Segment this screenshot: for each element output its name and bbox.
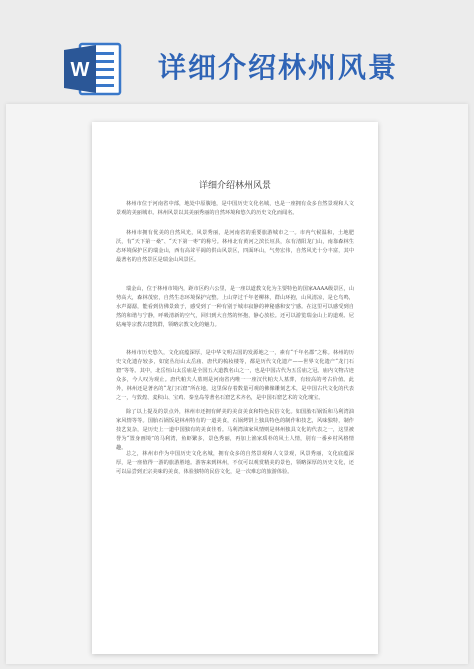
paragraph: 总之，林州市作为中国历史文化名城，拥有众多的自然景观和人文景观，风景秀丽，文化底蕴深厚，是一座值得一游的旅游胜地。游客来到林州，不仅可以观赏精美的景色，领略深厚的历史文化，还可以品尝到正宗美味的美食，体验独特的民俗文化，是一次难忘的旅游体验。 bbox=[116, 451, 354, 475]
document-title: 详细介绍林州风景 bbox=[198, 181, 271, 191]
paragraph: 林州市位于河南省中部，地处中原腹地，是中国历史文化名城，也是一座拥有众多自然景观和人文景观的美丽城市。林州风景以其美丽秀丽的自然环境和悠久的历史文化而闻名。 bbox=[116, 201, 354, 216]
paragraph: 除了以上提及的景点外，林州市还拥有鲜美的美食美食和特色民俗文化。如国胎石锅饭和马利湾油家风情等等。国胎石锅饭是林州特有的一道美食，石锅烤饼上独具特色的制作和技艺，风味独特，制作技艺复杂，是历史上一道中国独有的美食佳肴。马利湾油家风情则是林州独具文化的代表之一，这里被誉为“置身画境”的马利湾，鱼虾繁多，景色秀丽，再加上渔家质朴的风土人情，别有一番乡村风格情趣。 bbox=[116, 409, 354, 451]
document-page bbox=[92, 122, 378, 654]
paragraph: 林州市历史悠久，文化底蕴深厚，是中华文明古国的发源地之一，素有“千年名郡”之称。林州的历史文化遗存较多，如宽丛衍山太岳庙、唐代的梳妆楼等，都是历代文化遗产——世界文化遗产“龙门石窟”等等。其中，北岳恒山太岳庙是全国五大道教名山之一，也是中国古代为五岳庙之冠。庙内文物古迹众多，今人叹为观止。唐代帕夫人墓则是河南省内唯一一座汉代帕夫人墓葬，有较高的考古价值。此外，林州还是著名的“龙门石窟”所在地，这里保存着数量可观的佛像雕刻艺术，是中国古代文化的代表之一，与敦煌、麦积山、宝鸡、秦皇岛等著名石窟艺术齐名，是中国石窟艺术的文化瑰宝。 bbox=[116, 350, 354, 401]
word-document-icon bbox=[62, 40, 124, 98]
svg-text:W: W bbox=[70, 59, 90, 81]
paragraph: 瑞金山，位于林州市境内，距市区约六公里，是一座以道教文化为主要特色的国家AAAA级景区，山势高大，森林茂密，自然生态环境保护完整。上山穿过千年老柳林，群山环抱，山风清凉，是仑鸟鸣，水声潺潺，能看到仿佛景致于，感受到了一种有别于城市寂静的神秘感和安宁感。在这里可以感受到自然的和谐与宁静，呼吸清新的空气，回归到大自然的怀抱，静心放松。还可以游览瑞金山上的道观、尼姑庵等宗教古建筑群，领略宗教文化的魅力。 bbox=[116, 286, 354, 328]
header-title: 详细介绍林州风景 bbox=[158, 51, 399, 84]
header bbox=[0, 0, 474, 110]
paragraph: 林州市拥有优美的自然风光，风景秀丽，是河南省的重要旅游城市之一。市内气候温和，土地肥沃，有“天下第一桑”、“天下第一枣”的称号。林州北有黄河之滨长垣县，东有清阳龙门山，南靠森林生态环境保护区的瑞金山，西有高耸平阔的供山风景区，四面环山，气势宏伟，自然风光十分丰富，其中最著名的自然景区是瑞金山风景区。 bbox=[116, 230, 354, 263]
